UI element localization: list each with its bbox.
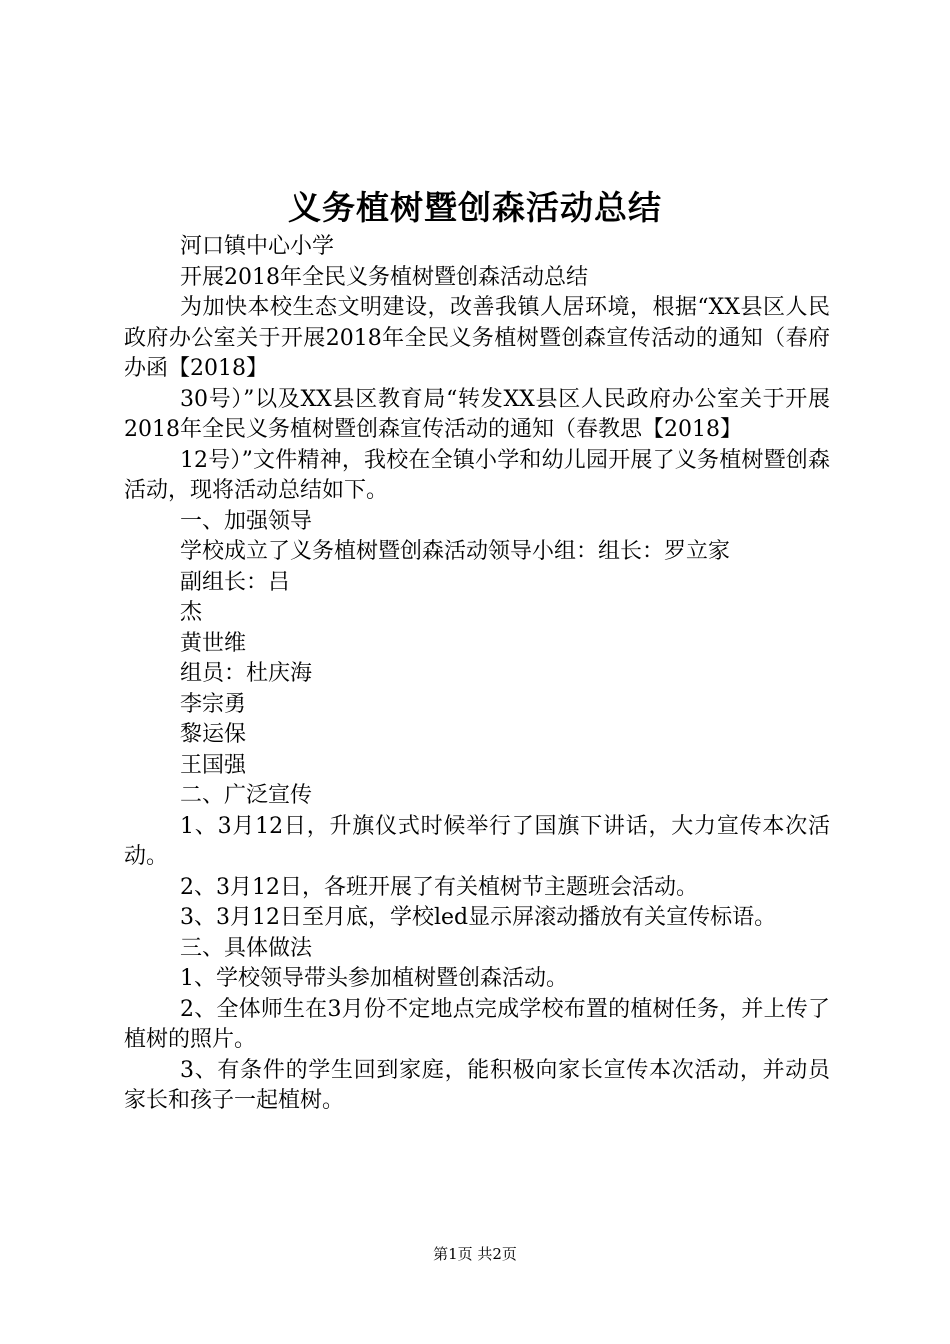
paragraph: 12号）”文件精神，我校在全镇小学和幼儿园开展了义务植树暨创森活动，现将活动总结如下。 <box>124 447 830 503</box>
paragraph: 河口镇中心小学 <box>180 234 335 259</box>
paragraph: 李宗勇 <box>180 691 247 717</box>
paragraph: 3、有条件的学生回到家庭，能积极向家长宣传本次活动，并动员家长和孩子一起植树。 <box>124 1057 830 1113</box>
paragraph: 2、全体师生在3月份不定地点完成学校布置的植树任务，并上传了植树的照片。 <box>124 996 830 1052</box>
section-heading: 一、加强领导 <box>180 508 313 534</box>
document-title: 义务植树暨创森活动总结 <box>288 188 662 227</box>
paragraph: 王国强 <box>180 752 247 778</box>
paragraph: 2、3月12日，各班开展了有关植树节主题班会活动。 <box>180 874 698 900</box>
document-body <box>124 232 830 1117</box>
paragraph: 黎运保 <box>180 722 247 747</box>
paragraph: 组员：杜庆海 <box>180 661 313 686</box>
paragraph: 30号）”以及XX县区教育局“转发XX县区人民政府办公室关于开展2018年全民义务植树暨创森宣传活动的通知（春教思【2018】 <box>124 386 830 442</box>
section-heading: 二、广泛宣传 <box>180 783 313 808</box>
paragraph: 为加快本校生态文明建设，改善我镇人居环境，根据“XX县区人民政府办公室关于开展2018年全民义务植树暨创森宣传活动的通知（春府办函【2018】 <box>124 295 830 381</box>
section-heading: 三、具体做法 <box>180 935 313 961</box>
paragraph: 1、3月12日，升旗仪式时候举行了国旗下讲话，大力宣传本次活动。 <box>124 813 830 869</box>
page-footer: 第1页 共2页 <box>433 1245 517 1263</box>
paragraph: 杰 <box>180 600 203 625</box>
paragraph: 开展2018年全民义务植树暨创森活动总结 <box>180 264 588 290</box>
paragraph: 3、3月12日至月底，学校led显示屏滚动播放有关宣传标语。 <box>180 905 777 930</box>
paragraph: 1、学校领导带头参加植树暨创森活动。 <box>180 966 568 991</box>
paragraph: 学校成立了义务植树暨创森活动领导小组：组长：罗立家 <box>180 539 731 564</box>
paragraph: 黄世维 <box>180 630 247 656</box>
paragraph: 副组长：吕 <box>180 569 291 595</box>
